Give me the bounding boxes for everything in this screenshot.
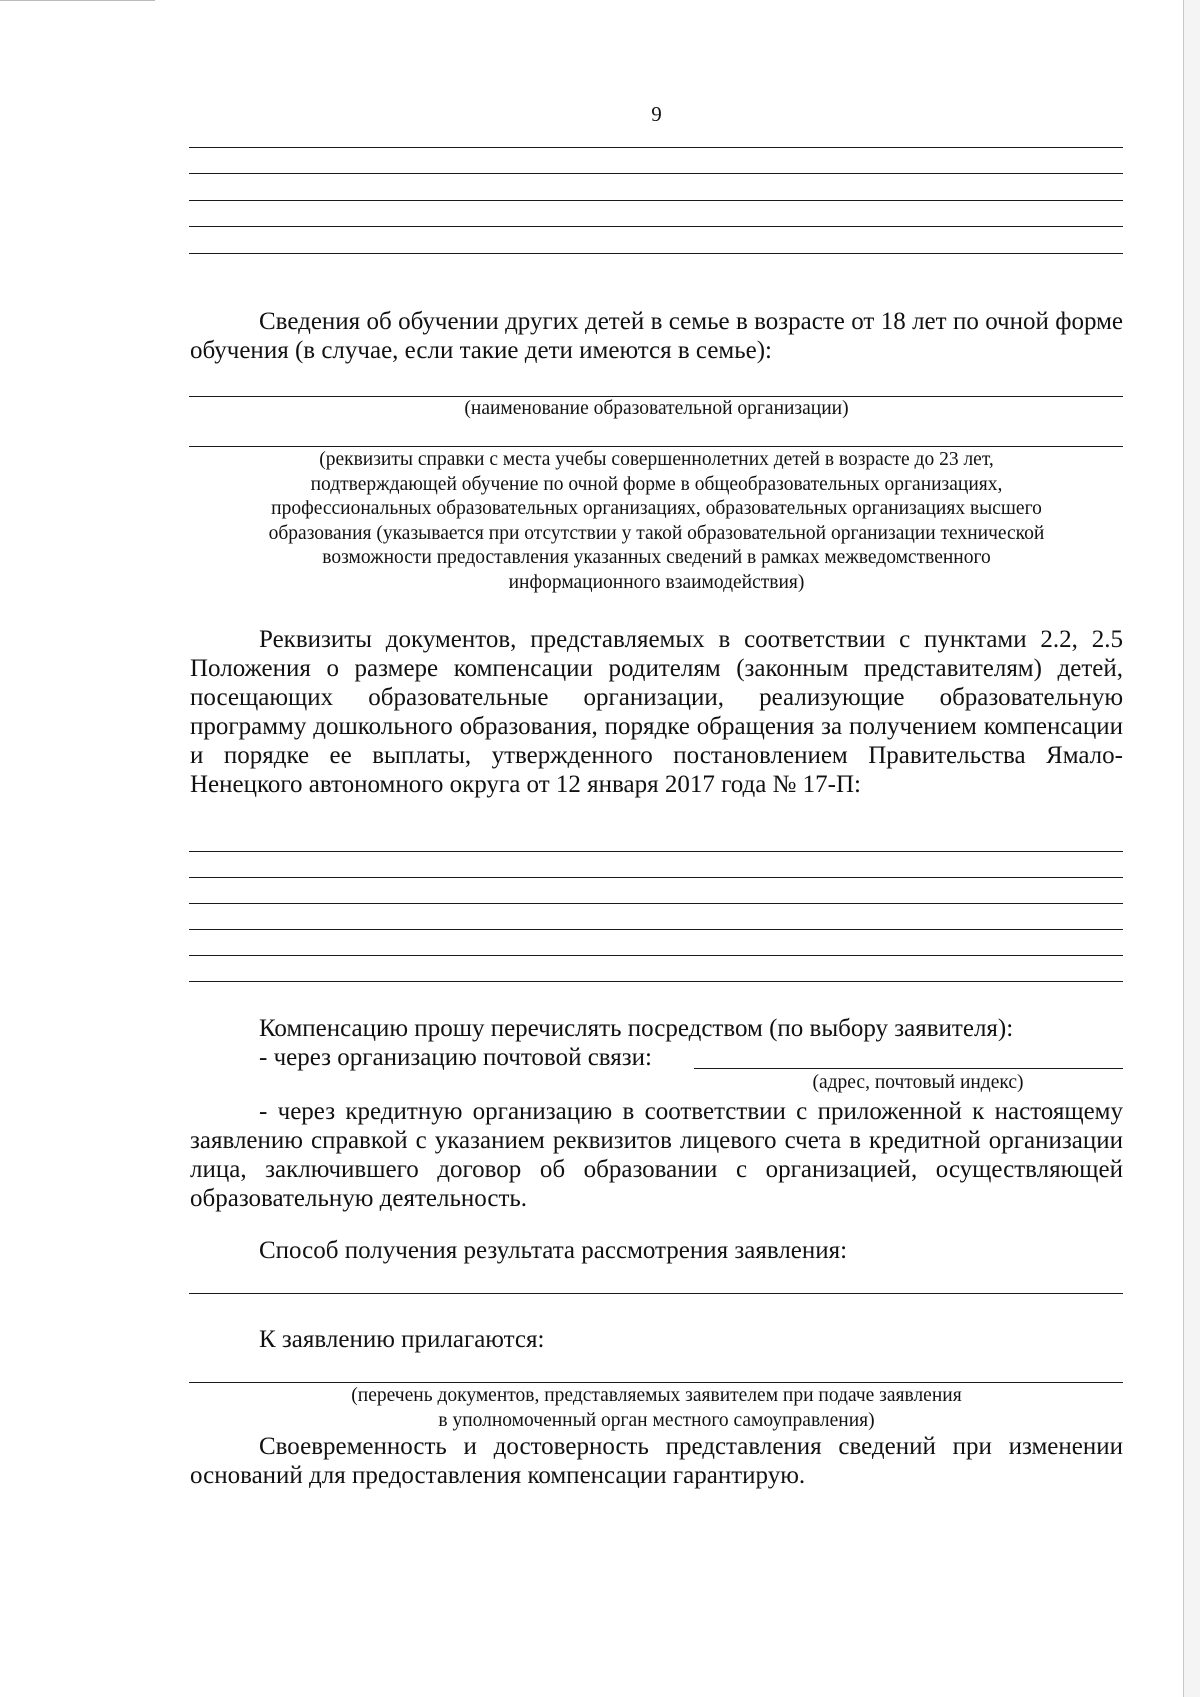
org-name-caption: (наименование образовательной организации) [464, 398, 849, 419]
caption-line: профессиональных образовательных организациях, образовательных организациях высшего [271, 498, 1042, 519]
caption-line: информационного взаимодействия) [508, 571, 805, 593]
caption-line: подтверждающей обучение по очной форме в общеобразовательных организациях, [310, 473, 1003, 495]
caption-line: возможности предоставления указанных сведений в рамках межведомственного [322, 547, 991, 568]
bank-option-paragraph: - через кредитную организацию в соответствии с приложенной к настоящему заявлению справкой с указанием реквизитов лицевого счета в кредитной организации лица, заключившего договор об образовании с организацией, осуществляющей образовательную деятельность. [190, 1098, 1123, 1212]
caption-line: (реквизиты справки с места учебы совершеннолетних детей в возрасте до 23 лет, [319, 449, 994, 470]
blank-line [189, 173, 1123, 174]
result-method-label: Способ получения результата рассмотрения заявления: [259, 1237, 848, 1264]
guarantee-paragraph: Своевременность и достоверность представления сведений при изменении оснований для предоставления компенсации гарантирую. [190, 1433, 1123, 1489]
blank-line [189, 903, 1123, 904]
postal-option-row [190, 1043, 1123, 1072]
blank-line [189, 955, 1123, 956]
caption-line: образования (указывается при отсутствии у такой образовательной организации технической [268, 522, 1045, 544]
blank-line [189, 253, 1123, 254]
caption-line: (перечень документов, представляемых заявителем при подаче заявления [351, 1385, 962, 1406]
postal-caption: (адрес, почтовый индекс) [812, 1072, 1024, 1093]
postal-option-label: - через организацию почтовой связи: [259, 1044, 652, 1071]
scan-edge [0, 0, 155, 1]
blank-line [189, 147, 1123, 148]
blank-line [189, 226, 1123, 227]
blank-line [189, 877, 1123, 878]
blank-line [189, 851, 1123, 852]
certificate-line [189, 446, 1123, 447]
postal-address-line [694, 1068, 1123, 1069]
page-number: 9 [651, 102, 662, 126]
certificate-caption [190, 448, 1123, 595]
attachments-label: К заявлению прилагаются: [259, 1326, 545, 1353]
blank-line [189, 929, 1123, 930]
education-heading: Сведения об обучении других детей в семье в возрасте от 18 лет по очной форме обучения (в случае, если такие дети имеются в семье): [190, 308, 1123, 364]
caption-line: в уполномоченный орган местного самоуправления) [438, 1409, 875, 1431]
blank-line [189, 200, 1123, 201]
result-method-line [189, 1293, 1123, 1294]
payment-intro: Компенсацию прошу перечислять посредством (по выбору заявителя): [259, 1015, 1014, 1042]
attachments-line [189, 1382, 1123, 1383]
attachments-caption [190, 1384, 1123, 1433]
blank-line [189, 981, 1123, 982]
documents-paragraph: Реквизиты документов, представляемых в соответствии с пунктами 2.2, 2.5 Положения о размере компенсации родителям (законным представителям) детей, посещающих образовательные организации, реализующие образовательную программу дошкольного образования, порядке обращения за получением компенсации и порядке ее выплаты, утвержденного постановлением Правительства Ямало-Ненецкого автономного округа от 12 января 2017 года № 17-П: [190, 626, 1123, 798]
